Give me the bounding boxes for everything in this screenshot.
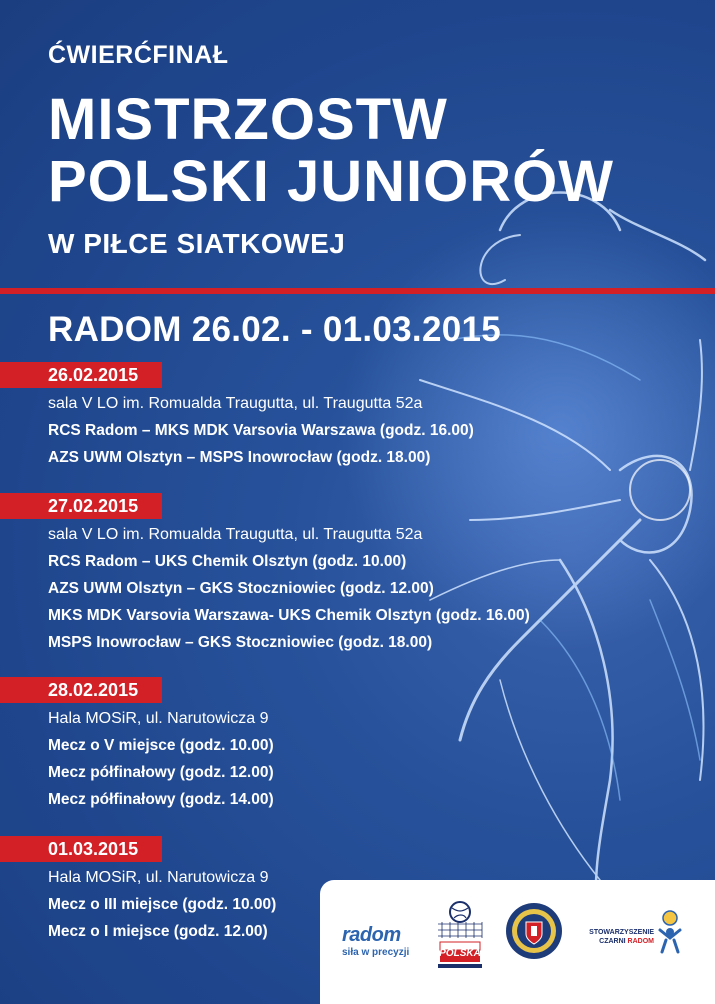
match-item: MKS MDK Varsovia Warszawa- UKS Chemik Olsztyn (godz. 16.00) — [48, 607, 530, 624]
match-item: Mecz o V miejsce (godz. 10.00) — [48, 737, 274, 754]
sports-center-crest-logo — [505, 902, 563, 960]
volleyball-net-icon — [432, 898, 488, 978]
day-block-3 — [0, 677, 600, 810]
volleyball-player-icon — [656, 910, 684, 954]
match-item: Mecz półfinałowy (godz. 12.00) — [48, 764, 274, 781]
venue-text: sala V LO im. Romualda Traugutta, ul. Traugutta 52a — [48, 395, 423, 412]
date-badge: 27.02.2015 — [0, 493, 162, 519]
venue-text: sala V LO im. Romualda Traugutta, ul. Traugutta 52a — [48, 526, 423, 543]
city-dates-heading: RADOM 26.02. - 01.03.2015 — [48, 310, 502, 349]
match-item: RCS Radom – UKS Chemik Olsztyn (godz. 10.00) — [48, 553, 407, 570]
kicker-title: ĆWIERĆFINAŁ — [48, 41, 229, 69]
polska-logo-word: POLSKA — [439, 948, 481, 959]
polska-volleyball-logo — [432, 898, 488, 978]
match-item: Mecz półfinałowy (godz. 14.00) — [48, 791, 274, 808]
radom-city-logo — [342, 924, 422, 958]
venue-text: Hala MOSiR, ul. Narutowicza 9 — [48, 869, 269, 886]
day-block-1 — [0, 362, 600, 468]
association-name: STOWARZYSZENIE — [589, 929, 654, 936]
main-title-line2: POLSKI JUNIORÓW — [48, 149, 615, 214]
main-title-line1: MISTRZOSTW — [48, 87, 448, 152]
subtitle: W PIŁCE SIATKOWEJ — [48, 228, 346, 259]
czarni-radom-association-logo — [578, 928, 654, 946]
radom-logo-tagline: siła w precyzji — [342, 947, 410, 958]
match-item: RCS Radom – MKS MDK Varsovia Warszawa (godz. 16.00) — [48, 422, 474, 439]
sponsor-logos-panel — [320, 880, 715, 1004]
association-city: RADOM — [627, 938, 654, 945]
venue-text: Hala MOSiR, ul. Narutowicza 9 — [48, 710, 269, 727]
date-badge: 01.03.2015 — [0, 836, 162, 862]
match-item: AZS UWM Olsztyn – MSPS Inowrocław (godz. 18.00) — [48, 449, 431, 466]
association-club: CZARNI — [599, 938, 628, 945]
match-item: MSPS Inowrocław – GKS Stoczniowiec (godz. 18.00) — [48, 634, 433, 651]
divider-line — [0, 288, 715, 294]
match-item: Mecz o III miejsce (godz. 10.00) — [48, 896, 277, 913]
match-item: AZS UWM Olsztyn – GKS Stoczniowiec (godz. 12.00) — [48, 580, 434, 597]
match-item: Mecz o I miejsce (godz. 12.00) — [48, 923, 268, 940]
date-badge: 28.02.2015 — [0, 677, 162, 703]
day-block-2 — [0, 493, 600, 653]
date-badge: 26.02.2015 — [0, 362, 162, 388]
radom-logo-word: radom — [342, 924, 401, 946]
